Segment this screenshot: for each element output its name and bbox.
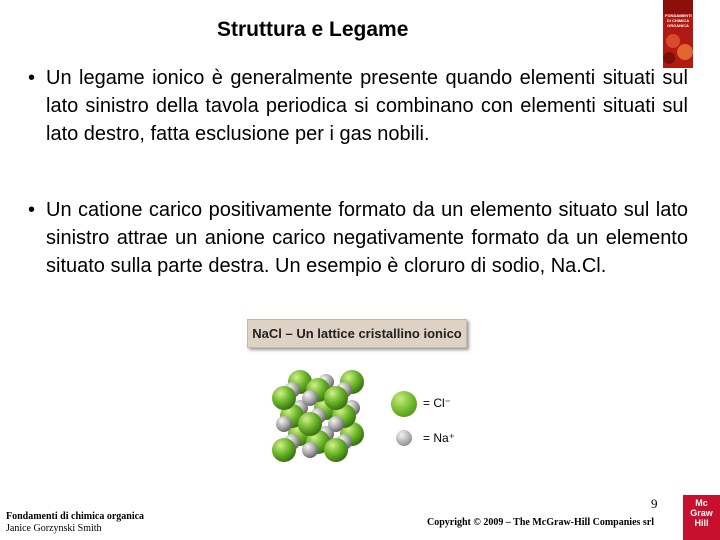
cover-band — [663, 0, 693, 14]
cover-title: FONDAMENTI DI CHIMICA ORGANICA — [665, 13, 692, 28]
bullet-marker: • — [28, 67, 36, 89]
footer-book-info — [6, 511, 144, 535]
logo-line: Mc — [695, 498, 708, 508]
sodium-legend-label: = Na⁺ — [423, 431, 456, 445]
sodium-ion — [328, 416, 344, 432]
chloride-ion — [324, 386, 348, 410]
chloride-ion — [298, 412, 322, 436]
figure-caption: NaCl – Un lattice cristallino ionico — [247, 319, 467, 348]
book-cover-image — [663, 0, 693, 68]
bullet-text: Un catione carico positivamente formato da un elemento situato sul lato sinistro attrae un anione carico negativamente formato da un elemento situato sulla parte destra. Un esempio è cloruro di sodio, Na.Cl. — [46, 199, 688, 277]
chloride-ion — [324, 438, 348, 462]
bullet-point-cation-anion — [28, 196, 688, 280]
cover-decoration — [677, 44, 693, 60]
cover-decoration — [663, 52, 675, 64]
nacl-lattice-illustration — [262, 368, 372, 468]
sodium-ion — [302, 390, 318, 406]
footer-book-title: Fondamenti di chimica organica — [6, 511, 145, 522]
chloride-ion — [272, 386, 296, 410]
bullet-marker: • — [28, 199, 36, 221]
slide-title: Struttura e Legame — [217, 18, 409, 41]
bullet-point-ionic-bond — [28, 64, 688, 148]
sodium-ion — [302, 442, 318, 458]
page-number: 9 — [651, 496, 658, 511]
chloride-ion-swatch — [391, 391, 417, 417]
logo-line: Hill — [694, 518, 709, 528]
sodium-ion — [276, 416, 292, 432]
copyright-notice: Copyright © 2009 – The McGraw-Hill Companies srl — [427, 517, 655, 528]
chloride-legend-label: = Cl⁻ — [423, 396, 452, 410]
footer-author: Janice Gorzynski Smith — [6, 523, 102, 534]
sodium-ion-swatch — [396, 430, 412, 446]
bullet-text: Un legame ionico è generalmente presente quando elementi situati sul lato sinistro della tavola periodica si combinano con elementi situati sul lato destro, fatta esclusione per i gas nobili. — [46, 67, 688, 145]
publisher-logo — [683, 495, 720, 540]
logo-line: Graw — [690, 508, 713, 518]
chloride-ion — [272, 438, 296, 462]
